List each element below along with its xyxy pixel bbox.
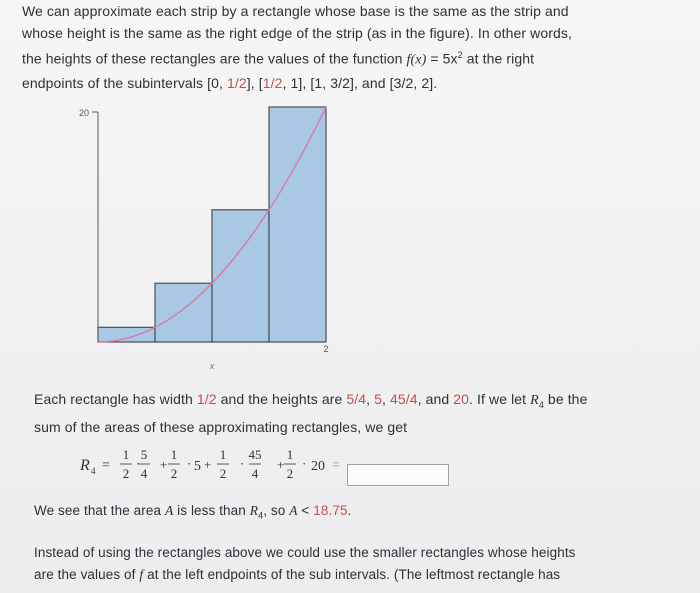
- interval-4: [3/2, 2]: [389, 74, 434, 91]
- conclusion-paragraph: [34, 500, 694, 527]
- fraction-numerator: 45: [248, 447, 262, 462]
- fraction-numerator: 1: [122, 447, 130, 462]
- text: endpoints of the subintervals: [22, 74, 208, 91]
- rectangle-4: [269, 107, 326, 342]
- text: at the left endpoints of the sub intervals. (The leftmost rectangle has: [143, 567, 561, 582]
- r4-subscript: 4: [538, 399, 544, 410]
- intro-line: whose height is the same as the right edge of the strip (as in the figure). In other words,: [22, 25, 572, 41]
- fraction-denominator: 2: [286, 466, 294, 481]
- width-value: 1/2: [196, 391, 217, 407]
- text: at the right: [462, 50, 535, 67]
- exponent: 2: [457, 50, 463, 60]
- next-paragraph: [34, 542, 644, 586]
- dot-2: ·: [187, 456, 192, 471]
- fraction-numerator: 5: [140, 447, 148, 462]
- dot-1: ·: [136, 456, 141, 471]
- x-axis-label: x: [209, 361, 215, 371]
- less-than: <: [297, 503, 314, 518]
- twenty-height: 20: [311, 459, 325, 474]
- fraction-denominator: 2: [170, 466, 178, 481]
- area-symbol: A: [164, 503, 174, 518]
- rectangle-1: [98, 327, 155, 342]
- text: We see that the area: [34, 503, 165, 518]
- interval-2-value: 1/2: [262, 74, 283, 91]
- text: , and: [417, 391, 454, 407]
- fraction-denominator: 2: [219, 466, 227, 481]
- text: .: [347, 503, 352, 518]
- r4-symbol: R: [530, 393, 539, 408]
- interval-2-open: [: [258, 74, 263, 91]
- text: ,: [366, 391, 375, 407]
- equals-end: =: [332, 458, 340, 473]
- text: , and: [353, 74, 390, 91]
- fraction-denominator: 4: [140, 466, 148, 481]
- text: , so: [263, 503, 290, 518]
- interval-2-close: , 1],: [282, 74, 311, 91]
- plus-1: +: [160, 457, 168, 472]
- interval-3: [1, 3/2]: [310, 74, 354, 91]
- interval-1-open: [0,: [207, 74, 227, 91]
- r4-answer-input[interactable]: [347, 464, 449, 486]
- formula-svg: [76, 440, 356, 490]
- equals: =: [102, 458, 110, 473]
- height-3: 45/4: [389, 391, 418, 407]
- text: ,: [381, 391, 390, 407]
- function-f: f: [139, 567, 144, 582]
- plus-3: +: [277, 457, 285, 472]
- lhs-sub: 4: [91, 466, 96, 476]
- text: the heights of these rectangles are the values of the function: [22, 50, 407, 67]
- text: are the values of: [34, 567, 140, 582]
- fraction-denominator: 2: [122, 466, 130, 481]
- intro-line: We can approximate each strip by a rectangle whose base is the same as the strip and: [22, 3, 569, 19]
- area-symbol: A: [289, 503, 298, 518]
- next-line: [34, 564, 644, 586]
- interval-1-close: ],: [246, 74, 259, 91]
- widths-line: [34, 388, 674, 416]
- r4-symbol: R: [249, 503, 259, 518]
- text: . If we let: [469, 391, 531, 407]
- plus-2: +: [204, 457, 212, 472]
- text: Each rectangle has width: [34, 391, 197, 407]
- text: and the heights are: [216, 391, 347, 407]
- next-line: Instead of using the rectangles above we could use the smaller rectangles whose heights: [34, 545, 576, 560]
- y-tick-label: 20: [78, 108, 89, 118]
- height-2: 5: [374, 391, 382, 407]
- rectangle-3: [212, 210, 269, 342]
- text: is less than: [173, 503, 250, 518]
- fraction-numerator: 1: [170, 447, 178, 462]
- height-1: 5/4: [346, 391, 367, 407]
- x-tick-label: 2: [323, 344, 329, 354]
- dot-3: ·: [240, 456, 245, 471]
- fraction-numerator: 1: [219, 447, 227, 462]
- interval-1-value: 1/2: [226, 74, 247, 91]
- text: be the: [543, 391, 588, 407]
- fraction-numerator: 1: [286, 447, 294, 462]
- widths-line: sum of the areas of these approximating rectangles, we get: [34, 418, 408, 435]
- function-name: f(x): [406, 52, 427, 68]
- dot-4: ·: [302, 456, 307, 471]
- five-height: 5: [194, 459, 201, 474]
- height-4: 20: [453, 391, 470, 407]
- fraction-denominator: 4: [251, 466, 259, 481]
- widths-paragraph: [34, 388, 674, 438]
- text: .: [433, 74, 438, 91]
- lhs-r: R: [80, 457, 90, 474]
- upper-bound-value: 18.75: [313, 503, 348, 518]
- r4-subscript: 4: [258, 510, 264, 521]
- equation: = 5x: [426, 50, 458, 67]
